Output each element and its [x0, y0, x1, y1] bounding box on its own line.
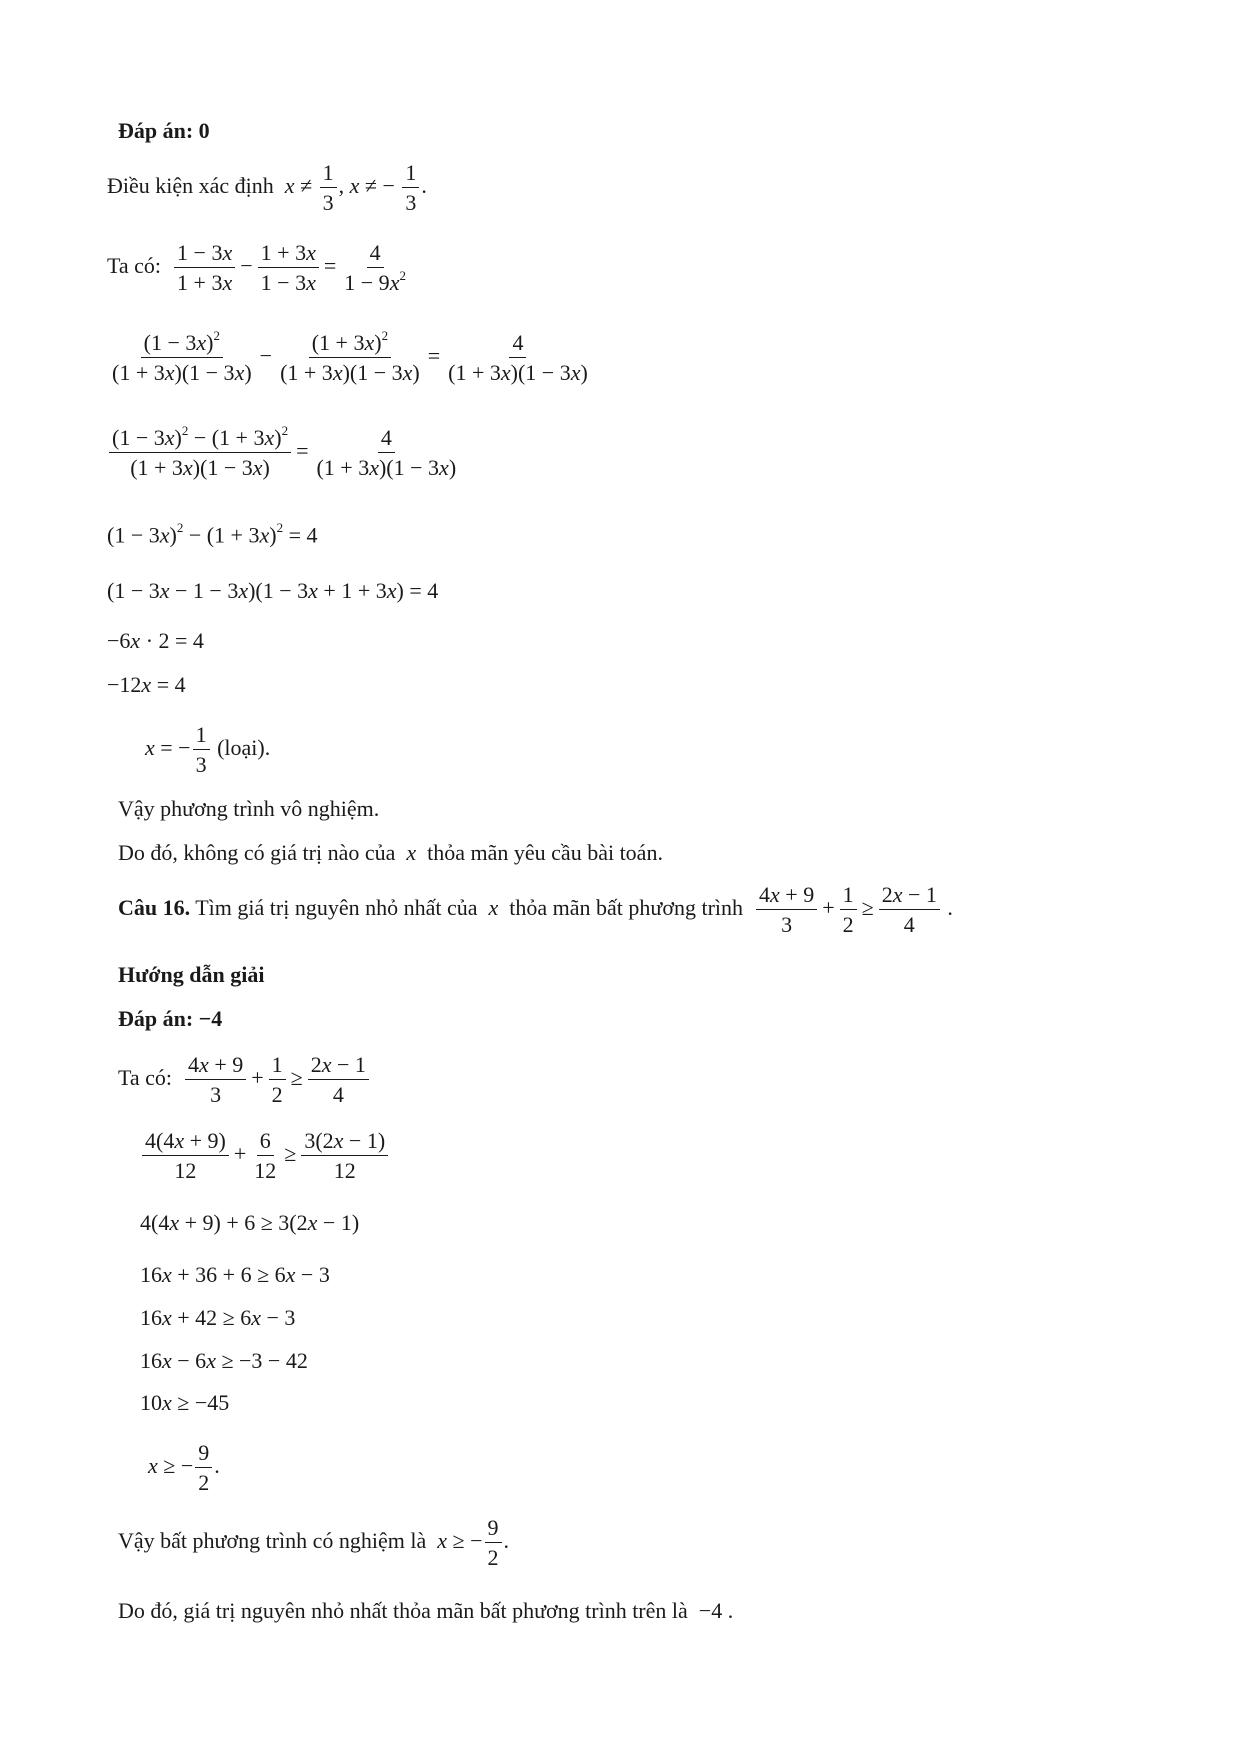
equation-line-7: −12x = 4 [107, 672, 186, 697]
equation-line-3: $\frac{(1 - 3x)^2 - (1 + 3x)^2}{(1 + 3x)(1 - 3x)}$ = $\frac{4}{(1 + 3x)(1 - 3x)}$ [107, 425, 461, 481]
ta-co-label-2: Ta có: [118, 1064, 173, 1090]
equation-line-8: x = − $\frac{1}{3}$ (loại). [145, 722, 271, 778]
inequality-line-2: $\frac{4(4x + 9)}{12}$ + $\frac{6}{12}$ ≥ $\frac{3(2x - 1)}{12}$ [140, 1128, 390, 1184]
inequality-line-4: 16x + 36 + 6 ≥ 6x − 3 [140, 1262, 330, 1287]
question-text-a: Tìm giá trị nguyên nhỏ nhất của [195, 894, 478, 920]
inequality-line-6: 16x − 6x ≥ −3 − 42 [140, 1348, 308, 1373]
equation-line-5: (1 − 3x − 1 − 3x)(1 − 3x + 1 + 3x) = 4 [107, 578, 439, 603]
answer-heading-1: Đáp án: 0 [118, 118, 210, 143]
inequality-line-8: x ≥ − $\frac{9}{2}$ . [148, 1440, 220, 1496]
inequality-line-1: Ta có: $\frac{4x + 9}{3}$ + $\frac{1}{2}$ ≥ $\frac{2x - 1}{4}$ [118, 1052, 371, 1108]
question-label: Câu 16. [118, 894, 191, 920]
ta-co-label: Ta có: [107, 252, 162, 278]
inequality-line-7: 10x ≥ −45 [140, 1390, 230, 1415]
equation-line-6: −6x · 2 = 4 [107, 628, 204, 653]
fraction: $\frac{1}{3}$ [320, 160, 337, 216]
equation-line-2: $\frac{(1 - 3x)^2}{(1 + 3x)(1 - 3x)}$ − $\frac{(1 + 3x)^2}{(1 + 3x)(1 - 3x)}$ = $\frac{4}{(1 + 3x)(1 - 3x)}$ [112, 327, 588, 386]
q16-conclusion-1-text: Vậy bất phương trình có nghiệm là [118, 1527, 427, 1553]
question-text-b: thỏa mãn bất phương trình [509, 894, 744, 920]
inequality-line-3: 4(4x + 9) + 6 ≥ 3(2x − 1) [140, 1210, 360, 1235]
question-16: Câu 16. Tìm giá trị nguyên nhỏ nhất của x thỏa mãn bất phương trình $\frac{4x + 9}{3}$ + $\frac{1}{2}$ ≥ $\frac{2x - 1}{4}$ . [118, 882, 953, 938]
final-value: −4 [698, 1598, 723, 1623]
inequality-line-5: 16x + 42 ≥ 6x − 3 [140, 1305, 296, 1330]
conclusion-2-text-b: thỏa mãn yêu cầu bài toán. [427, 840, 663, 865]
q16-conclusion-2-text: Do đó, giá trị nguyên nhỏ nhất thỏa mãn bất phương trình trên là [118, 1598, 688, 1623]
equation-line-1: Ta có: $\frac{1 - 3x}{1 + 3x}$ − $\frac{1 + 3x}{1 - 3x}$ = $\frac{4}{1 - 9x^2}$ [107, 240, 406, 296]
q16-conclusion-1: Vậy bất phương trình có nghiệm là x ≥ − $\frac{9}{2}$ . [118, 1515, 510, 1571]
guide-heading: Hướng dẫn giải [118, 962, 265, 987]
q16-conclusion-2: Do đó, giá trị nguyên nhỏ nhất thỏa mãn bất phương trình trên là −4 . [118, 1598, 734, 1623]
condition-line: Điều kiện xác định x ≠ $\frac{1}{3}$ , x ≠ − $\frac{1}{3}$ . [107, 160, 427, 216]
answer-heading-2: Đáp án: −4 [118, 1006, 223, 1031]
fraction: $\frac{1}{3}$ [402, 160, 419, 216]
conclusion-2-text-a: Do đó, không có giá trị nào của [118, 840, 396, 865]
conclusion-2: Do đó, không có giá trị nào của x thỏa mãn yêu cầu bài toán. [118, 840, 663, 865]
rejected-label: (loại). [217, 734, 271, 760]
equation-line-4: $(1 - 3x)^2 - (1 + 3x)^2 = 4$ [107, 520, 318, 548]
conclusion-1: Vậy phương trình vô nghiệm. [118, 796, 380, 821]
condition-text: Điều kiện xác định [107, 172, 274, 198]
